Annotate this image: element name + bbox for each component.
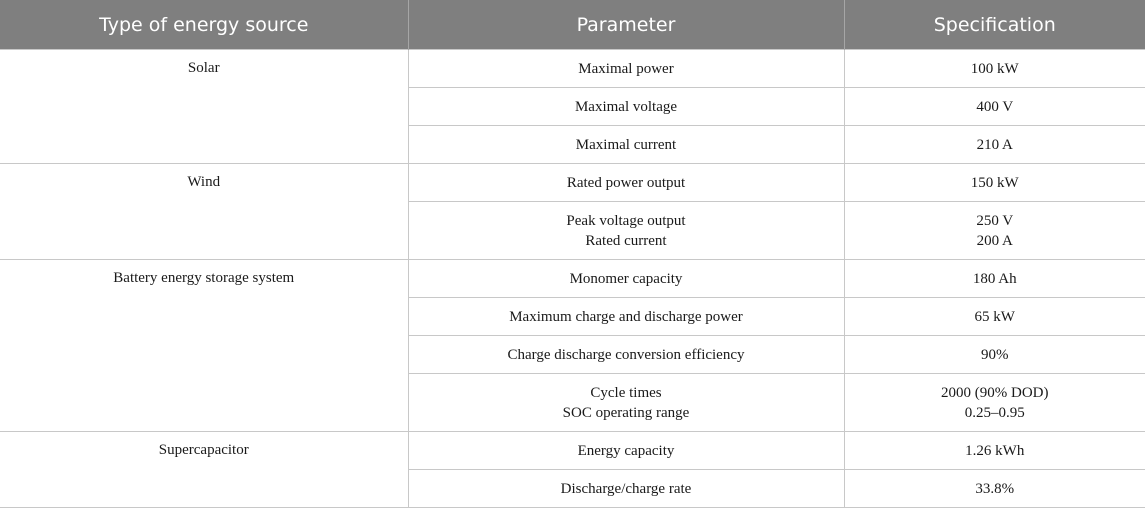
parameter-cell — [408, 88, 844, 126]
energy-source-cell: Battery energy storage system — [0, 260, 408, 432]
parameter-text: Energy capacity — [577, 442, 675, 459]
parameter-text: Cycle times — [590, 384, 662, 401]
header-parameter: Parameter — [408, 0, 844, 50]
specification-text: 150 kW — [970, 174, 1019, 191]
specification-text: 1.26 kWh — [965, 442, 1025, 459]
specification-text: 90% — [981, 346, 1009, 363]
specification-text: 33.8% — [975, 480, 1015, 497]
parameter-text: Rated current — [585, 232, 667, 249]
parameter-text: Maximal voltage — [574, 98, 678, 115]
parameter-text: Discharge/charge rate — [560, 480, 692, 497]
header-specification: Specification — [844, 0, 1145, 50]
specification-cell — [844, 432, 1145, 470]
specification-cell — [844, 202, 1145, 260]
parameter-text: SOC operating range — [562, 404, 690, 421]
specification-cell — [844, 336, 1145, 374]
energy-source-cell: Wind — [0, 164, 408, 260]
parameter-cell — [408, 50, 844, 88]
parameter-cell — [408, 126, 844, 164]
specification-cell — [844, 298, 1145, 336]
specification-text: 0.25–0.95 — [964, 404, 1025, 421]
parameter-text: Monomer capacity — [569, 270, 683, 287]
table-body — [0, 50, 1145, 508]
specification-text: 100 kW — [970, 60, 1019, 77]
parameter-text: Maximal power — [578, 60, 674, 77]
specification-text: 2000 (90% DOD) — [941, 384, 1049, 401]
specification-text: 200 A — [976, 232, 1013, 249]
parameter-cell — [408, 260, 844, 298]
specification-cell — [844, 260, 1145, 298]
specification-text: 210 A — [976, 136, 1013, 153]
table-row — [0, 260, 1145, 298]
parameter-cell — [408, 164, 844, 202]
parameter-cell — [408, 374, 844, 432]
table-header — [0, 0, 1145, 50]
energy-source-cell: Solar — [0, 50, 408, 164]
parameter-text: Charge discharge conversion efficiency — [507, 346, 745, 363]
specification-cell — [844, 164, 1145, 202]
header-energy-source: Type of energy source — [0, 0, 408, 50]
parameter-cell — [408, 470, 844, 508]
specification-cell — [844, 470, 1145, 508]
specification-text: 250 V — [976, 212, 1014, 229]
specification-cell — [844, 88, 1145, 126]
specification-text: 65 kW — [974, 308, 1015, 325]
parameter-cell — [408, 432, 844, 470]
table-row — [0, 164, 1145, 202]
table-row — [0, 432, 1145, 470]
parameter-text: Peak voltage output — [566, 212, 686, 229]
parameter-cell — [408, 336, 844, 374]
parameter-text: Maximal current — [575, 136, 677, 153]
parameter-text: Maximum charge and discharge power — [509, 308, 743, 325]
specification-cell — [844, 126, 1145, 164]
parameter-cell — [408, 298, 844, 336]
specification-cell — [844, 50, 1145, 88]
parameter-cell — [408, 202, 844, 260]
table-row — [0, 50, 1145, 88]
parameter-text: Rated power output — [566, 174, 686, 191]
specification-text: 400 V — [976, 98, 1014, 115]
header-row — [0, 0, 1145, 50]
specification-cell — [844, 374, 1145, 432]
specification-text: 180 Ah — [972, 270, 1017, 287]
energy-source-cell: Supercapacitor — [0, 432, 408, 508]
